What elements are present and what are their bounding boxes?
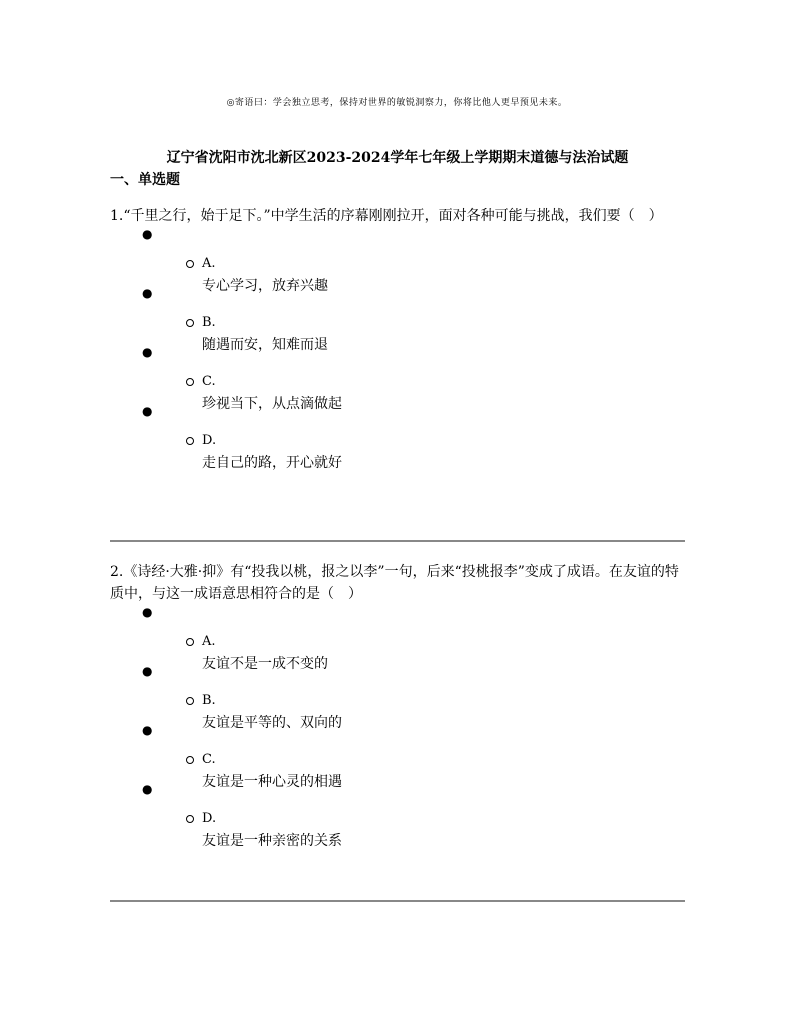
circle-bullet-icon — [186, 756, 194, 764]
option-letter: B. — [202, 315, 216, 330]
circle-bullet-icon — [186, 815, 194, 823]
circle-bullet-icon — [186, 437, 194, 445]
bullet-icon: ● — [142, 664, 153, 678]
option-text: 随遇而安，知难而退 — [202, 337, 328, 353]
option-text: 友谊不是一成不变的 — [202, 656, 328, 672]
option-text: 珍视当下，从点滴做起 — [202, 396, 342, 412]
document-title: 辽宁省沈阳市沈北新区2023-2024学年七年级上学期期末道德与法治试题 — [166, 150, 629, 166]
circle-bullet-icon — [186, 260, 194, 268]
section-title: 一、单选题 — [110, 172, 180, 188]
question-stem: 1.“千里之行，始于足下。”中学生活的序幕刚刚拉开，面对各种可能与挑战，我们要（ ） — [110, 208, 663, 224]
question-divider — [110, 900, 685, 902]
motto-header: ◎寄语曰：学会独立思考，保持对世界的敏锐洞察力，你将比他人更早预见未来。 — [226, 98, 568, 108]
option-text: 友谊是一种心灵的相遇 — [202, 774, 342, 790]
option-letter: C. — [202, 374, 216, 389]
option-d[interactable] — [110, 782, 685, 849]
circle-bullet-icon — [186, 319, 194, 327]
option-text: 专心学习，放弃兴趣 — [202, 278, 328, 294]
question-2 — [110, 561, 685, 849]
option-letter: A. — [202, 256, 216, 271]
bullet-icon: ● — [142, 227, 153, 241]
option-c[interactable] — [110, 345, 685, 412]
option-b[interactable] — [110, 664, 685, 731]
bullet-icon: ● — [142, 723, 153, 737]
circle-bullet-icon — [186, 378, 194, 386]
option-text: 友谊是平等的、双向的 — [202, 715, 342, 731]
question-divider — [110, 540, 685, 542]
option-letter: D. — [202, 811, 217, 826]
option-a[interactable] — [110, 227, 685, 294]
option-letter: B. — [202, 693, 216, 708]
bullet-icon: ● — [142, 286, 153, 300]
circle-bullet-icon — [186, 638, 194, 646]
bullet-icon: ● — [142, 782, 153, 796]
question-1 — [110, 205, 685, 471]
question-stem: 2.《诗经·大雅·抑》有“投我以桃，报之以李”一句，后来“投桃报李”变成了成语。在友谊的特质中，与这一成语意思相符合的是（ ） — [110, 564, 679, 602]
option-text: 友谊是一种亲密的关系 — [202, 833, 342, 849]
bullet-icon: ● — [142, 605, 153, 619]
option-d[interactable] — [110, 404, 685, 471]
bullet-icon: ● — [142, 404, 153, 418]
bullet-icon: ● — [142, 345, 153, 359]
option-text: 走自己的路，开心就好 — [202, 455, 342, 471]
option-letter: A. — [202, 634, 216, 649]
option-a[interactable] — [110, 605, 685, 672]
option-letter: D. — [202, 433, 217, 448]
option-b[interactable] — [110, 286, 685, 353]
circle-bullet-icon — [186, 697, 194, 705]
option-letter: C. — [202, 752, 216, 767]
option-list — [110, 605, 685, 849]
option-c[interactable] — [110, 723, 685, 790]
option-list — [110, 227, 685, 471]
